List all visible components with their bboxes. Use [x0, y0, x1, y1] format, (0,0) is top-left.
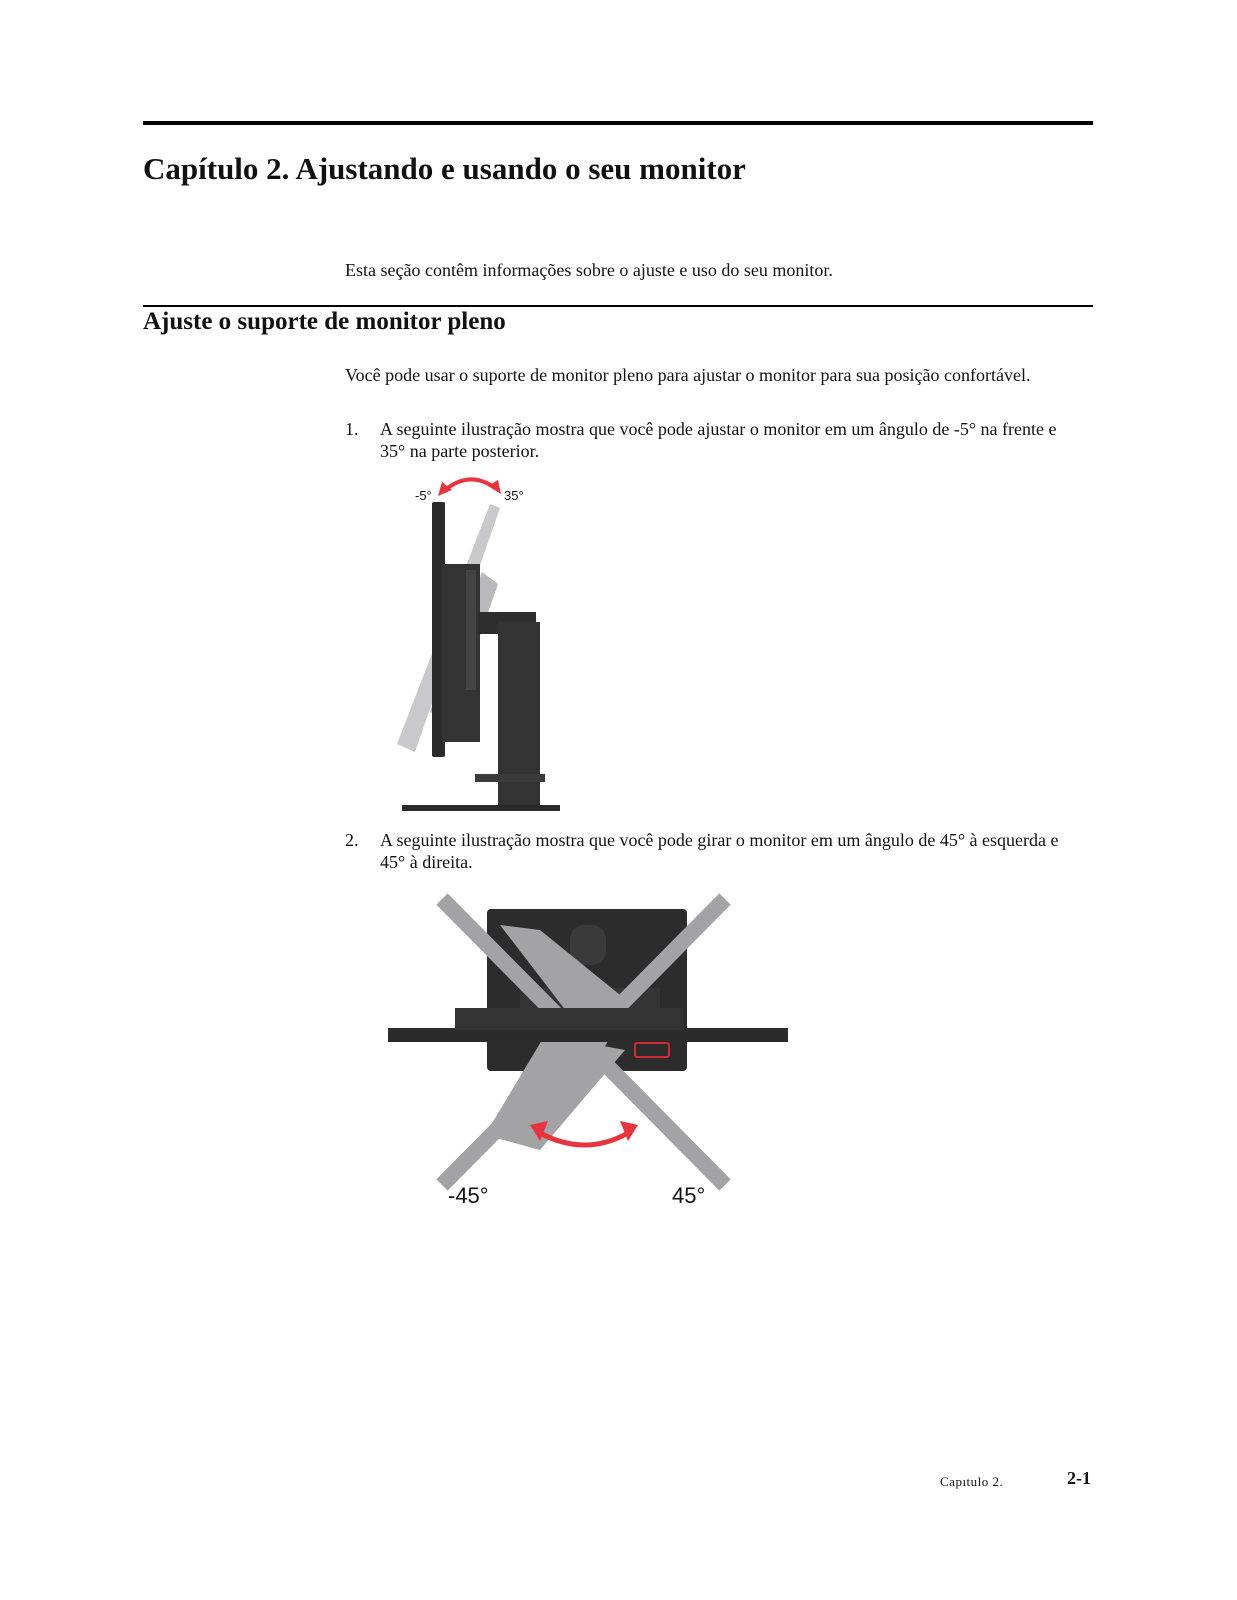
section-body: Você pode usar o suporte de monitor pleno para ajustar o monitor para sua posição confortável. — [345, 365, 1031, 385]
tilt-front-label: -5° — [415, 488, 432, 503]
monitor-back-housing-top — [455, 1008, 683, 1030]
monitor-panel-top — [388, 1028, 788, 1042]
chapter-intro: Esta seção contêm informações sobre o ajuste e uso do seu monitor. — [345, 260, 833, 280]
cable-clip — [475, 774, 545, 782]
tilt-illustration — [390, 472, 570, 822]
stand-base — [402, 805, 560, 811]
footer-page-number: 2-1 — [1067, 1468, 1091, 1488]
swivel-left-label: -45° — [448, 1183, 489, 1208]
swivel-arrow — [540, 1133, 628, 1145]
swivel-illustration — [380, 885, 800, 1215]
chapter-top-rule — [143, 121, 1093, 125]
footer-chapter-label: Capıtulo 2. — [940, 1474, 1004, 1489]
monitor-back-vents — [466, 570, 476, 690]
chapter-title: Capítulo 2. Ajustando e usando o seu monitor — [143, 151, 746, 186]
list-item-number: 1. — [345, 419, 359, 439]
list-item-text: A seguinte ilustração mostra que você pode girar o monitor em um ângulo de 45° à esquerda e 45° à direita. — [380, 830, 1059, 872]
list-item-text: A seguinte ilustração mostra que você pode ajustar o monitor em um ângulo de -5° na frente e 35° na parte posterior. — [380, 419, 1057, 461]
list-item-number: 2. — [345, 830, 359, 850]
tilt-arrow — [445, 479, 495, 490]
tilt-arrow-head-right — [488, 480, 501, 494]
swivel-right-label: 45° — [672, 1183, 706, 1208]
tilt-back-label: 35° — [504, 488, 524, 503]
section-title: Ajuste o suporte de monitor pleno — [143, 308, 506, 335]
